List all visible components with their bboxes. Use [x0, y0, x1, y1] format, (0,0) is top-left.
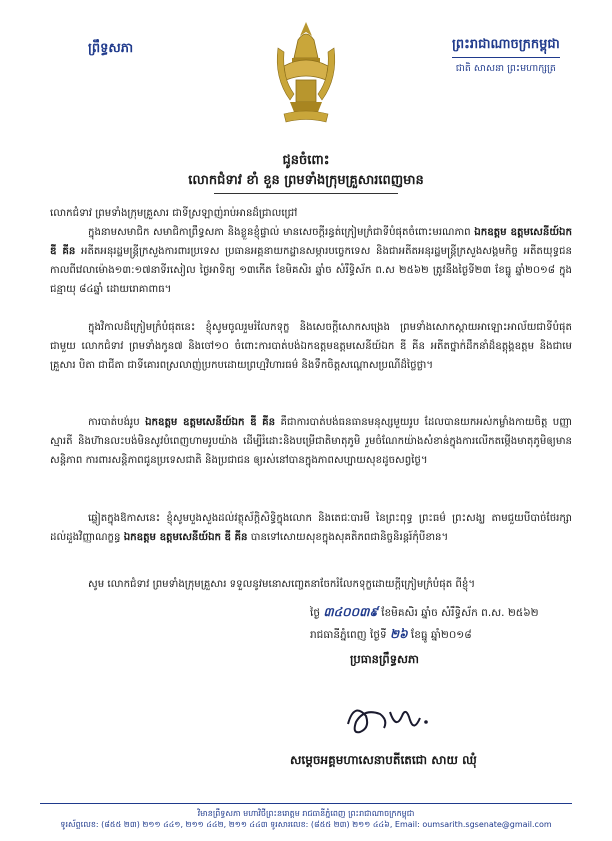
- signatory-title: ប្រធានព្រឹទ្ធសភា: [350, 652, 419, 666]
- lunar-date: [310, 604, 539, 622]
- p3-text-b: គឺជាការបាត់បង់ធនធានមនុស្សមួយរូប ដែលបានយកអស់កម្លាំងកាយចិត្ត បញ្ញា ស្មារតី និងហ៊ានលះបង់មិនសូវបំពេញហាមរូបយ៉ាង ដើម្បីរំដោះនិងបម្រើជាតិមាតុភូមិ រួមចំណែកយ៉ាងសំខាន់ក្នុងការលើកតម្កើងមាតុភូមិឲ្យមានសន្តិភាព ការពារសន្តិភាពជូនប្រទេសជាតិ និងប្រជាជន ឲ្យរស់នៅបានក្នុងភាពសប្បាយសុខដូចសព្វថ្ងៃ។: [50, 417, 572, 466]
- solar-date-suffix: ខែធ្នូ ឆ្នាំ២០១៨: [410, 629, 472, 641]
- handwritten-signature: [340, 694, 450, 744]
- letterhead-footer: [40, 803, 572, 830]
- solar-date-prefix: រាជធានីភ្នំពេញ ថ្ងៃទី: [310, 629, 387, 641]
- lunar-date-suffix: ខែមិគសិរ ឆ្នាំច សំរឹទ្ធិស័ក ព.ស. ២៥៦២: [381, 607, 539, 619]
- solar-date: [310, 626, 472, 644]
- addressee-name: លោកជំទាវ ខាំ ខួន ព្រមទាំងក្រុមគ្រួសារពេញមាន: [188, 173, 424, 188]
- kingdom-header: [452, 36, 560, 76]
- addressee-underline: [214, 193, 398, 194]
- p1-deceased-name: ឯកឧត្តម ឧត្តមសេនីយ៍ឯក ឌី គីន: [50, 227, 572, 257]
- p4-text-b: បានទៅសោយសុខក្នុងសុគតិភពជានិច្ចនិរន្តរ៍កុំបីខាន។: [247, 532, 449, 543]
- addressee-label: ជូនចំពោះ: [282, 153, 330, 168]
- kingdom-name: ព្រះរាជាណាចក្រកម្ពុជា: [452, 36, 560, 58]
- lunar-date-value: ៣៤០០៣៩: [323, 605, 378, 619]
- p4-text-a: ឆ្លៀតក្នុងឱកាសនេះ ខ្ញុំសូមបួងសួងដល់វត្ថុស័ក្តិសិទ្ធិក្នុងលោក និងតេជៈបារមី នៃព្រះពុទ្ធ ព្រះធម៌ ព្រះសង្ឃ តាមជួយបីបាច់ថែរក្សាដល់ដួងវិញ្ញាណក្ខន្ធ: [50, 513, 572, 543]
- p3-text-a: ការបាត់បង់រូប: [88, 417, 146, 428]
- lunar-date-prefix: ថ្ងៃ: [310, 607, 320, 619]
- p1-text-a: ក្នុងនាមសមាជិក សមាជិកាព្រឹទ្ធសភា និងខ្លួនខ្ញុំផ្ទាល់ មានសេចក្តីរន្ធត់ក្រៀមក្រំជាទីបំផុតចំពោះមរណភាព: [88, 227, 475, 238]
- salutation: លោកជំទាវ ព្រមទាំងក្រុមគ្រួសារ ជាទីស្រឡាញ់រាប់អានដ៏ជ្រាលជ្រៅ: [50, 208, 298, 219]
- footer-address: វិមានព្រឹទ្ធសភា មហាវិថីព្រះនរោត្តម រាជធានីភ្នំពេញ ព្រះរាជាណាចក្រកម្ពុជា: [197, 809, 415, 818]
- royal-arms-emblem: [270, 18, 342, 130]
- footer-contact: ទូរស័ព្ទលេខ: (៨៥៥ ២៣) ២១១ ៤៤១, ២១១ ៤៤២, ២១១ ៤៤៣ ទូរសារលេខ: (៨៥៥ ២៣) ២១១ ៤៤៦, Email: oumsarith.sgsenate@gmail.com: [60, 820, 552, 829]
- p4-deceased-name: ឯកឧត្តម ឧត្តមសេនីយ៍ឯក ឌី គីន: [123, 532, 248, 543]
- national-motto: ជាតិ សាសនា ព្រះមហាក្សត្រ: [455, 63, 556, 74]
- paragraph-1: [50, 223, 572, 299]
- p1-text-b: អតីតអនុរដ្ឋមន្ត្រីក្រសួងការពារប្រទេស ប្រធានអគ្គនាយកដ្ឋានសម្ភារបច្ចេកទេស និងជាអតីតអនុរដ្ឋមន្ត្រីក្រសួងសង្គមកិច្ច អតីតយុទ្ធជន កាលពីវេលាម៉ោង១៣:១៧នាទីរសៀល ថ្ងៃអាទិត្យ ១៣កើត ខែមិគសិរ ឆ្នាំច សំរឹទ្ធិស័ក ព.ស ២៥៦២ ត្រូវនឹងថ្ងៃទី២៣ ខែធ្នូ ឆ្នាំ២០១៨ ក្នុងជន្មាយុ ៨៤ឆ្នាំ ដោយរោគាពាធ។: [50, 246, 572, 295]
- solar-date-day: ២៦: [390, 627, 408, 641]
- institution-title: ព្រឹទ្ធសភា: [88, 41, 134, 56]
- signer-name: សម្តេចអគ្គមហាសេនាបតីតេជោ សាយ ឈុំ: [290, 753, 477, 767]
- paragraph-4: [50, 509, 572, 547]
- paragraph-5: សូម លោកជំទាវ ព្រមទាំងក្រុមគ្រួសារ ទទួលនូវមនោសញ្ចេតនាចែករំលែកទុក្ខដោយក្តីក្រៀមក្រំបំផុត ពីខ្ញុំ។: [88, 579, 476, 590]
- p3-deceased-name: ឯកឧត្តម ឧត្តមសេនីយ៍ឯក ឌី គីន: [145, 417, 276, 428]
- paragraph-2: ក្នុងវិកាលដ៏ក្រៀមក្រំបំផុតនេះ ខ្ញុំសូមចូលរួមរំលែកទុក្ខ និងសេចក្តីសោកសង្រេង ព្រមទាំងសោកស្តាយអាឡោះអាល័យជាទីបំផុតជាមួយ លោកជំទាវ ព្រមទាំងកូន៧ និងចៅ១០ ចំពោះការបាត់បង់ឯកឧត្តមឧត្តមសេនីយ៍ឯក ឌី គីន អតីតថ្នាក់ដឹកនាំដ៏ឧត្តុង្គឧត្តម និងជាមេគ្រួសារ បិតា ជាជីតា ជាទីគោរពស្រលាញ់ប្រកបដោយព្រហ្មវិហារធម៌ និងទឹកចិត្តសណ្តោសប្រណីដ៏ថ្លៃថ្លា។: [50, 322, 572, 371]
- paragraph-3: [50, 413, 572, 470]
